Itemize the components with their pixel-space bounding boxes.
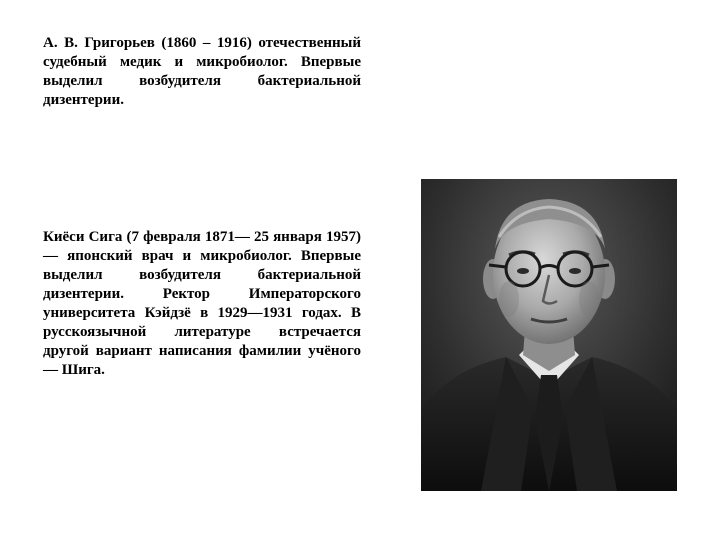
shiga-portrait-photo bbox=[421, 179, 677, 491]
shiga-description: Киёси Сига (7 февраля 1871— 25 января 1957) — японский врач и микробиолог. Впервые выделил возбудителя бактериальной дизентерии. Ректор Императорского университета Кэйдзё в 1929—1931 годах. В русскоязычной литературе встречается другой вариант написания фамилии учёного — Шига. bbox=[43, 229, 361, 378]
portrait-photo-icon bbox=[421, 179, 677, 491]
grigoriev-description: А. В. Григорьев (1860 – 1916) отечественный судебный медик и микробиолог. Впервые выделил возбудителя бактериальной дизентерии. bbox=[43, 35, 361, 108]
